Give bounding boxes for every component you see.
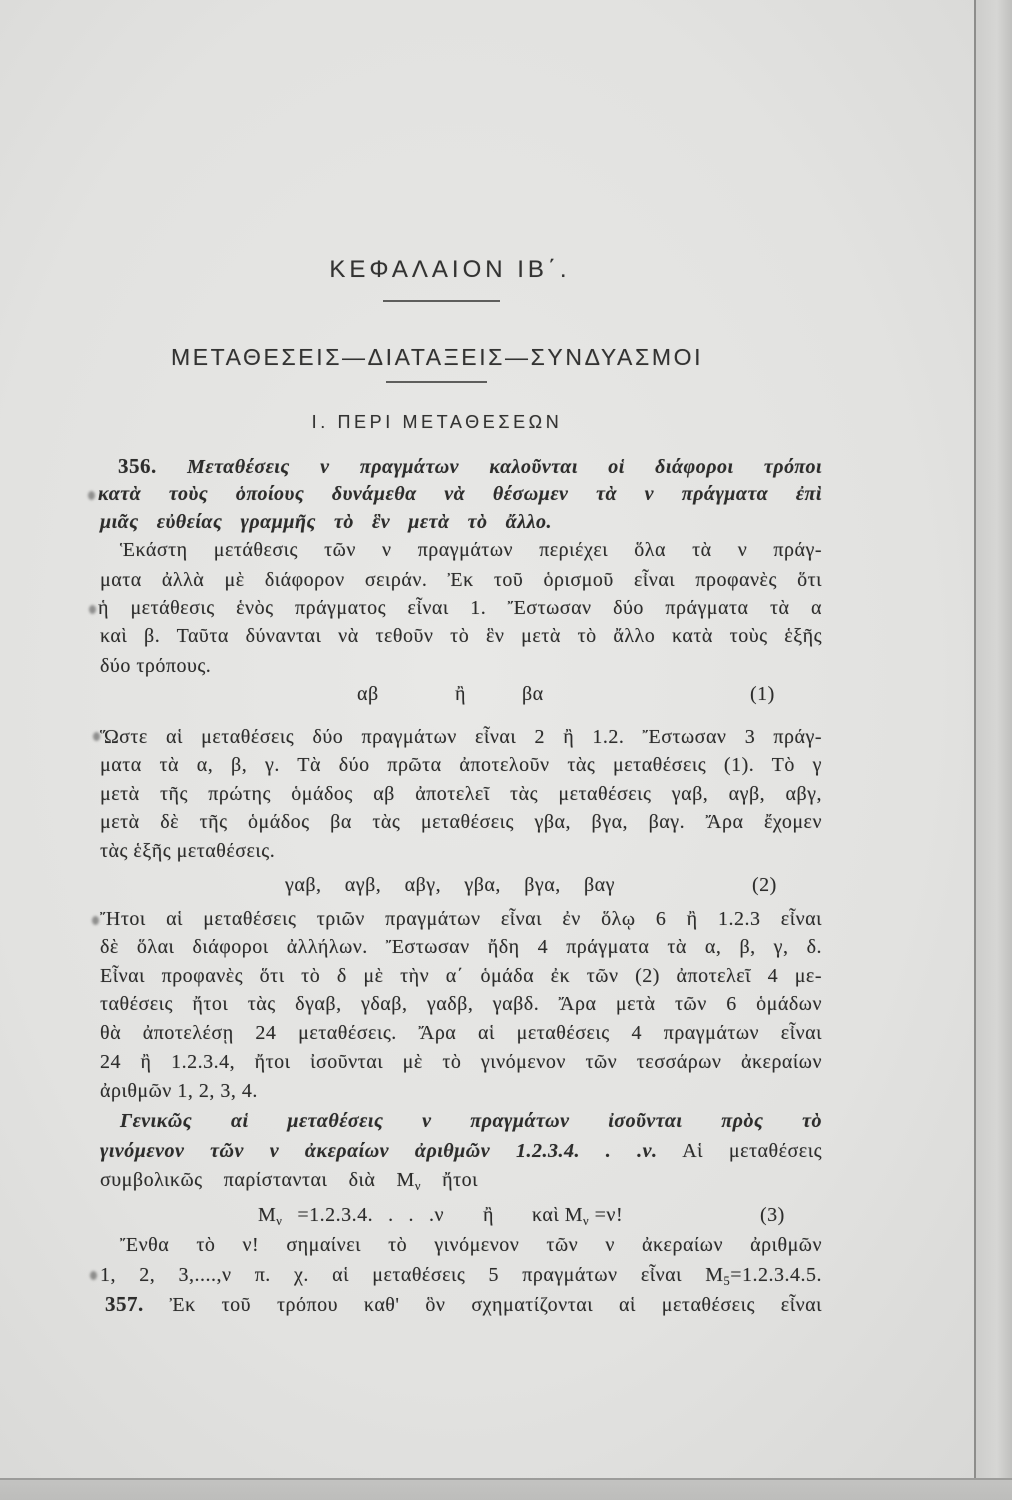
formula3-or: ἢ (483, 1204, 494, 1226)
para1-line-4: καὶ β. Ταῦτα δύνανται νὰ τεθοῦν τὸ ἓν μετὰ τὸ ἄλλο κατὰ τοὺς ἑξῆς (100, 625, 822, 647)
art357-line-1 (105, 1291, 822, 1318)
art356-line-1 (118, 453, 822, 480)
heading-rule (383, 300, 500, 302)
art356-line-3: μιᾶς εὐθείας γραμμῆς τὸ ἓν μετὰ τὸ ἄλλο. (100, 511, 552, 533)
para3-line-4: ταθέσεις ἤτοι τὰς δγαβ, γδαβ, γαδβ, γαβδ. Ἄρα μετὰ τῶν 6 ὁμάδων (100, 993, 822, 1015)
para4-line-2 (100, 1167, 478, 1193)
para3-line-1: Ἤτοι αἱ μεταθέσεις τριῶν πραγμάτων εἶναι ἐν ὅλῳ 6 ἢ 1.2.3 εἶναι (100, 908, 822, 930)
formula3-rhs (532, 1202, 623, 1228)
theorem-line-2 (100, 1138, 822, 1164)
theorem-line-1: Γενικῶς αἱ μεταθέσεις ν πραγμάτων ἰσοῦνται πρὸς τὸ (120, 1110, 822, 1132)
para1-line-5: δύο τρόπους. (100, 655, 212, 677)
theorem-text: γινόμενον τῶν ν ἀκεραίων ἀριθμῶν 1.2.3.4. . .ν. (100, 1140, 658, 1162)
ink-smudge (90, 1271, 97, 1280)
definition-text: Μεταθέσεις ν πραγμάτων καλοῦνται οἱ διάφοροι τρόποι (187, 456, 823, 478)
chapter-heading: ΚΕΦΑΛΑΙΟΝ ΙΒ΄. (329, 256, 571, 283)
formula1-or: ἢ (455, 683, 466, 705)
page-edge-bottom (0, 1478, 1012, 1500)
ink-smudge (88, 491, 95, 500)
article-number: 356. (118, 454, 157, 478)
art356-line-2: κατὰ τοὺς ὁποίους δυνάμεθα νὰ θέσωμεν τὰ ν πράγματα ἐπὶ (98, 483, 822, 505)
chapter-title: ΜΕΤΑΘΕΣΕΙΣ—ΔΙΑΤΑΞΕΙΣ—ΣΥΝΔΥΑΣΜΟΙ (170, 344, 704, 370)
para1-line-1: Ἑκάστη μετάθεσις τῶν ν πραγμάτων περιέχει ὅλα τὰ ν πράγ- (120, 539, 822, 561)
ink-smudge (93, 732, 100, 741)
para2-line-4: μετὰ δὲ τῆς ὁμάδος βα τὰς μεταθέσεις γβα, βγα, βαγ. Ἄρα ἔχομεν (100, 811, 822, 833)
page-edge-right (974, 0, 1012, 1500)
para4-text: Αἱ μεταθέσεις (657, 1140, 822, 1162)
formula1-first: αβ (357, 683, 379, 705)
formula2-permutations: γαβ, αγβ, αβγ, γβα, βγα, βαγ (285, 874, 615, 896)
formula3-factorial: =ν! (589, 1204, 624, 1226)
subscript: ν (583, 1214, 590, 1228)
para5-line-2 (100, 1262, 822, 1288)
section-title: Ι. ΠΕΡΙ ΜΕΤΑΘΕΣΕΩΝ (311, 412, 563, 432)
formula3-prefix: καὶ Μ (532, 1204, 584, 1226)
para2-line-5: τὰς ἑξῆς μεταθέσεις. (100, 840, 276, 862)
title-rule (386, 381, 487, 383)
subscript: ν (414, 1179, 421, 1193)
para5-text: =1.2.3.4.5. (730, 1264, 822, 1286)
para3-line-5: θὰ ἀποτελέσῃ 24 μεταθέσεις. Ἄρα αἱ μεταθέσεις 4 πραγμάτων εἶναι (100, 1022, 822, 1044)
ink-smudge (92, 916, 99, 925)
formula3-product: =1.2.3.4. . . .ν (282, 1204, 444, 1226)
ink-smudge (89, 605, 96, 614)
formula1-label: (1) (750, 683, 775, 705)
formula1-second: βα (522, 683, 544, 705)
para4-text: συμβολικῶς παρίστανται διὰ Μ (100, 1169, 415, 1191)
para3-line-7: ἀριθμῶν 1, 2, 3, 4. (100, 1080, 258, 1102)
para1-line-3: ἡ μετάθεσις ἑνὸς πράγματος εἶναι 1. Ἔστωσαν δύο πράγματα τὰ α (98, 597, 822, 619)
para3-line-3: Εἶναι προφανὲς ὅτι τὸ δ μὲ τὴν α΄ ὁμάδα ἐκ τῶν (2) ἀποτελεῖ 4 με- (100, 965, 822, 987)
para2-line-2: ματα τὰ α, β, γ. Τὰ δύο πρῶτα ἀποτελοῦν τὰς μεταθέσεις (1). Τὸ γ (100, 754, 822, 776)
para2-line-1: Ὥστε αἱ μεταθέσεις δύο πραγμάτων εἶναι 2 ἢ 1.2. Ἔστωσαν 3 πράγ- (100, 726, 822, 748)
para2-line-3: μετὰ τῆς πρώτης ὁμάδος αβ ἀποτελεῖ τὰς μεταθέσεις γαβ, αγβ, αβγ, (100, 783, 822, 805)
art357-text: Ἐκ τοῦ τρόπου καθ' ὃν σχηματίζονται αἱ μεταθέσεις εἶναι (169, 1294, 822, 1316)
formula3-lhs (258, 1202, 444, 1228)
subscript: 5 (723, 1274, 731, 1288)
para5-line-1: Ἔνθα τὸ ν! σημαίνει τὸ γινόμενον τῶν ν ἀκεραίων ἀριθμῶν (120, 1234, 822, 1256)
formula3-label: (3) (760, 1204, 785, 1226)
para1-line-2: ματα ἀλλὰ μὲ διάφορον σειράν. Ἐκ τοῦ ὁρισμοῦ εἶναι προφανὲς ὅτι (100, 569, 822, 591)
para3-line-2: δὲ ὅλαι διάφοροι ἀλλήλων. Ἔστωσαν ἤδη 4 πράγματα τὰ α, β, γ, δ. (100, 936, 822, 958)
subscript: ν (276, 1214, 283, 1228)
article-number: 357. (105, 1292, 144, 1316)
formula3-symbol: Μ (258, 1204, 277, 1226)
para5-text: 1, 2, 3,....,ν π. χ. αἱ μεταθέσεις 5 πραγμάτων εἶναι Μ (100, 1264, 724, 1286)
para4-text: ἤτοι (420, 1169, 478, 1191)
formula2-label: (2) (752, 874, 777, 896)
para3-line-6: 24 ἢ 1.2.3.4, ἤτοι ἰσοῦνται μὲ τὸ γινόμενον τῶν τεσσάρων ἀκεραίων (100, 1051, 822, 1073)
